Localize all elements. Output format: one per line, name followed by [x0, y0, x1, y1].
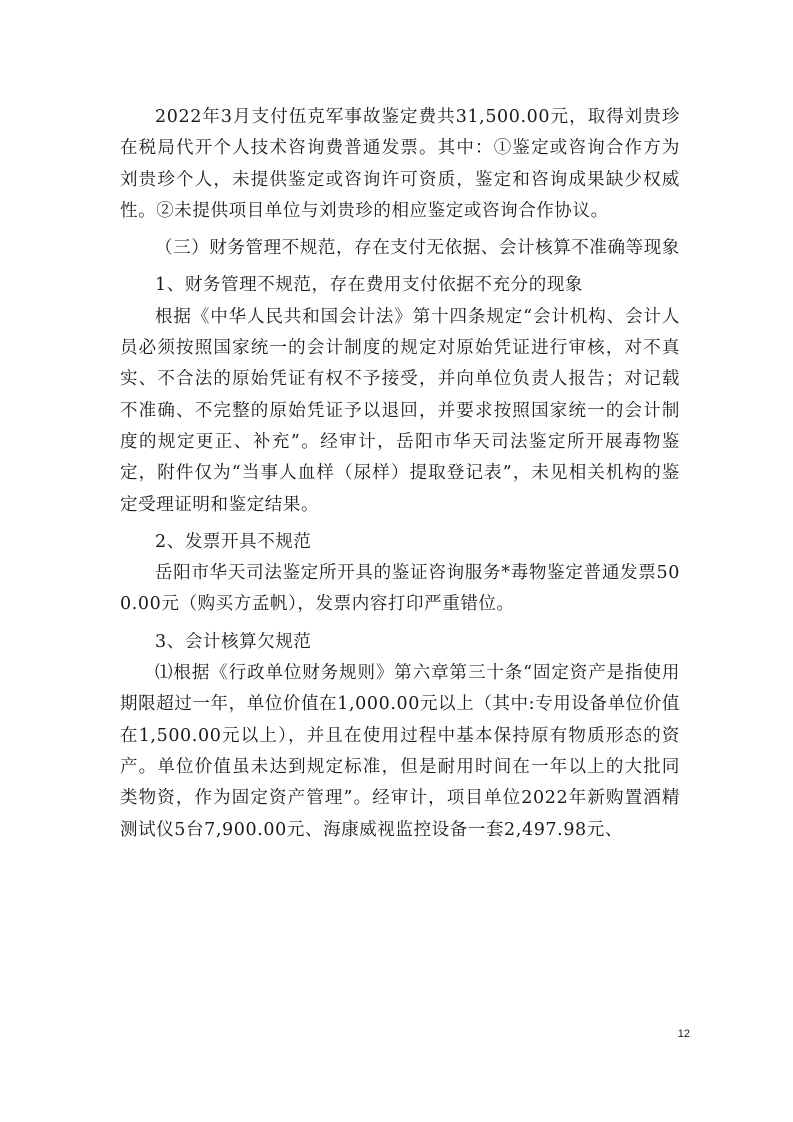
subheading-3: 3、会计核算欠规范	[155, 631, 312, 652]
subheading-2: 2、发票开具不规范	[155, 531, 312, 552]
paragraph-2: 根据《中华人民共和国会计法》第十四条规定“会计机构、会计人员必须按照国家统一的会计制度的规定对原始凭证进行审核，对不真实、不合法的原始凭证有权不予接受，并向单位负责人报告；对记载不准确、不完整的原始凭证予以退回，并要求按照国家统一的会计制度的规定更正、补充”。经审计，岳阳市华天司法鉴定所开展毒物鉴定，附件仅为“当事人血样（尿样）提取登记表”，未见相关机构的鉴定受理证明和鉴定结果。	[120, 306, 680, 515]
subheading-1: 1、财务管理不规范，存在费用支付依据不充分的现象	[155, 275, 584, 296]
paragraph-4: ⑴根据《行政单位财务规则》第六章第三十条“固定资产是指使用期限超过一年，单位价值在1,000.00元以上（其中:专用设备单位价值在1,500.00元以上），并且在使用过程中基本保持原有物质形态的资产。单位价值虽未达到规定标准，但是耐用时间在一年以上的大批同类物资，作为固定资产管理”。经审计，项目单位2022年新购置酒精测试仪5台7,900.00元、海康威视监控设备一套2,497.98元、	[120, 663, 680, 840]
page-number: 12	[677, 1028, 690, 1040]
section-heading-3: （三）财务管理不规范，存在支付无依据、会计核算不准确等现象	[155, 238, 680, 259]
paragraph-1: 2022年3月支付伍克军事故鉴定费共31,500.00元，取得刘贵珍在税局代开个人技术咨询费普通发票。其中：①鉴定或咨询合作方为刘贵珍个人，未提供鉴定或咨询许可资质，鉴定和咨询成果缺少权威性。②未提供项目单位与刘贵珍的相应鉴定或咨询合作协议。	[120, 107, 680, 221]
paragraph-3: 岳阳市华天司法鉴定所开具的鉴证咨询服务*毒物鉴定普通发票500.00元（购买方孟帆），发票内容打印严重错位。	[120, 563, 680, 615]
document-body	[120, 102, 680, 846]
